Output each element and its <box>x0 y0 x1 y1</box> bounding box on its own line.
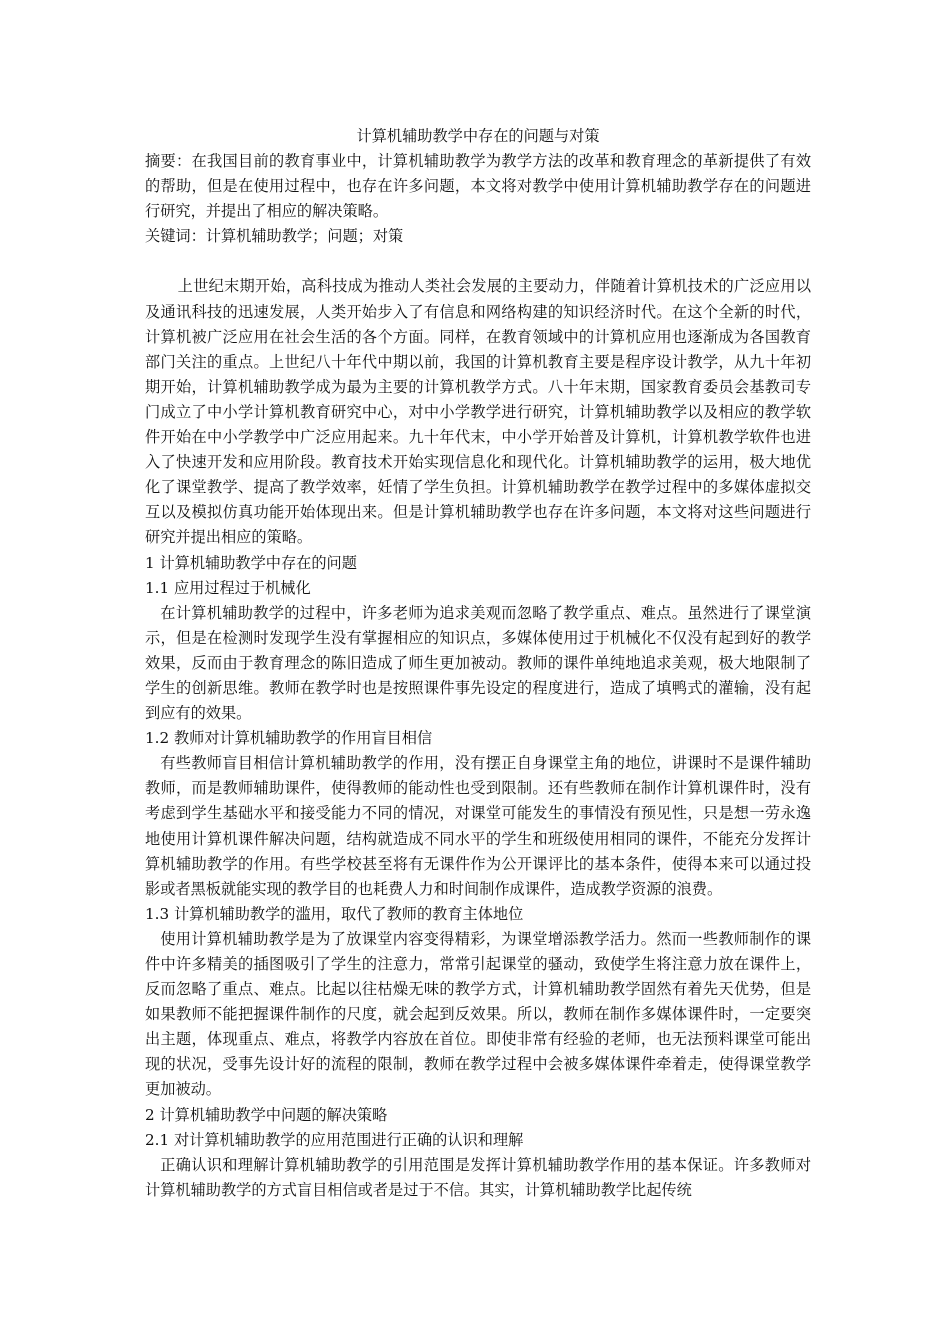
intro-paragraph: 上世纪末期开始，高科技成为推动人类社会发展的主要动力，伴随着计算机技术的广泛应用以及通讯科技的迅速发展，人类开始步入了有信息和网络构建的知识经济时代。在这个全新的时代，计算机被广泛应用在社会生活的各个方面。同样，在教育领域中的计算机应用也逐渐成为各国教育部门关注的重点。上世纪八十年代中期以前，我国的计算机教育主要是程序设计教学，从九十年初期开始，计算机辅助教学成为最为主要的计算机教学方式。八十年末期，国家教育委员会基教司专门成立了中小学计算机教育研究中心，对中小学教学进行研究，计算机辅助教学以及相应的教学软件开始在中小学教学中广泛应用起来。九十年代末，中小学开始普及计算机，计算机教学软件也进入了快速开发和应用阶段。教育技术开始实现信息化和现代化。计算机辅助教学的运用，极大地优化了课堂教学、提高了教学效率，妊情了学生负担。计算机辅助教学在教学过程中的多媒体虚拟交互以及模拟仿真功能开始体现出来。但是计算机辅助教学也存在许多问题，本文将对这些问题进行研究并提出相应的策略。 <box>145 277 811 547</box>
blank-line <box>145 249 811 274</box>
paragraph-1-2: 有些教师盲目相信计算机辅助教学的作用，没有摆正自身课堂主角的地位，讲课时不是课件辅助教师，而是教师辅助课件，使得教师的能动性也受到限制。还有些教师在制作计算机课件时，没有考虑到学生基础水平和接受能力不同的情况，对课堂可能发生的事情没有预见性，只是想一劳永逸地使用计算机课件解决问题，结构就造成不同水平的学生和班级使用相同的课件，不能充分发挥计算机辅助教学的作用。有些学校甚至将有无课件作为公开课评比的基本条件，使得本来可以通过投影或者黑板就能实现的教学目的也耗费人力和时间制作成课件，造成教学资源的浪费。 <box>145 754 811 898</box>
subsection-heading-1-3: 1.3 计算机辅助教学的滥用，取代了教师的教育主体地位 <box>145 904 524 923</box>
document-page <box>145 124 811 1203</box>
subsection-heading-2-1: 2.1 对计算机辅助教学的应用范围进行正确的认识和理解 <box>145 1130 524 1149</box>
subsection-heading-1-1: 1.1 应用过程过于机械化 <box>145 578 311 597</box>
document-title: 计算机辅助教学中存在的问题与对策 <box>356 127 600 145</box>
paragraph-2-1: 正确认识和理解计算机辅助教学的引用范围是发挥计算机辅助教学作用的基本保证。许多教师对计算机辅助教学的方式盲目相信或者是过于不信。其实，计算机辅助教学比起传统 <box>145 1155 811 1199</box>
subsection-heading-1-2: 1.2 教师对计算机辅助教学的作用盲目相信 <box>145 729 433 748</box>
paragraph-1-3: 使用计算机辅助教学是为了放课堂内容变得精彩，为课堂增添教学活力。然而一些教师制作的课件中许多精美的插图吸引了学生的注意力，常常引起课堂的骚动，致使学生将注意力放在课件上，反而忽略了重点、难点。比起以往枯燥无味的教学方式，计算机辅助教学固然有着先天优势，但是如果教师不能把握课件制作的尺度，就会起到反效果。所以，教师在制作多媒体课件时，一定要突出主题，体现重点、难点，将教学内容放在首位。即使非常有经验的老师，也无法预料课堂可能出现的状况，受事先设计好的流程的限制，教师在教学过程中会被多媒体课件牵着走，使得课堂教学更加被动。 <box>145 929 811 1099</box>
paragraph-1-1: 在计算机辅助教学的过程中，许多老师为追求美观而忽略了教学重点、难点。虽然进行了课堂演示，但是在检测时发现学生没有掌握相应的知识点，多媒体使用过于机械化不仅没有起到好的教学效果，反而由于教育理念的陈旧造成了师生更加被动。教师的课件单纯地追求美观，极大地限制了学生的创新思维。教师在教学时也是按照课件事先设定的程度进行，造成了填鸭式的灌输，没有起到应有的效果。 <box>145 603 811 723</box>
section-heading-1: 1 计算机辅助教学中存在的问题 <box>145 553 357 572</box>
keywords: 关键词：计算机辅助教学；问题；对策 <box>145 227 404 246</box>
section-heading-2: 2 计算机辅助教学中问题的解决策略 <box>145 1105 388 1124</box>
abstract: 摘要：在我国目前的教育事业中，计算机辅助教学为教学方法的改革和教育理念的革新提供了有效的帮助，但是在使用过程中，也存在许多问题，本文将对教学中使用计算机辅助教学存在的问题进行研究，并提出了相应的解决策略。 <box>145 152 811 221</box>
